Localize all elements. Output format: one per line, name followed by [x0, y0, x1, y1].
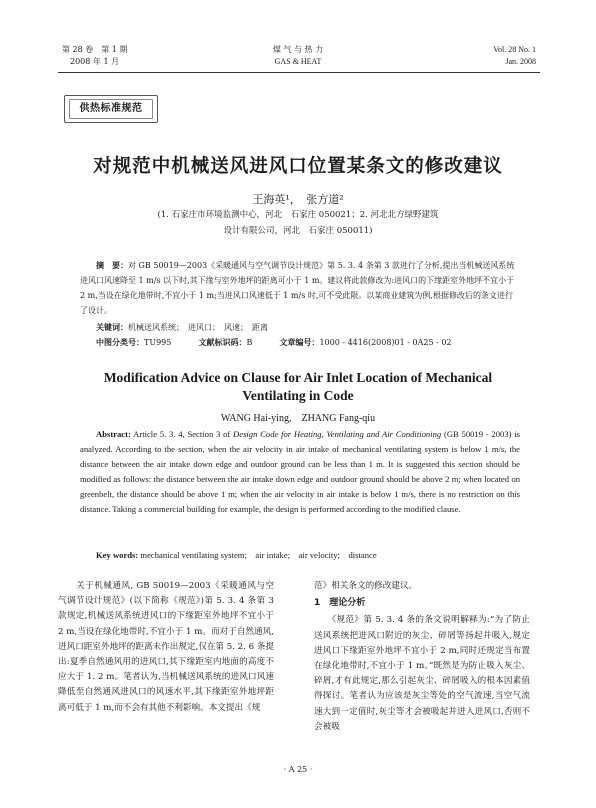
abstract-en-text-pre: Article 5. 3. 4, Section 3 of	[130, 429, 234, 439]
category-label: 供热标准规范	[69, 99, 153, 119]
keywords-en-text: mechanical ventilating system; air intake; air velocity; distance	[138, 550, 377, 560]
body-right-column	[314, 579, 530, 735]
clc-label: 中图分类号：	[96, 337, 144, 347]
classification-line	[80, 335, 520, 350]
header-rule	[58, 72, 540, 73]
abstract-en-text-post: (GB 50019 - 2003) is analyzed. According to the section, when the air velocity in air intake of mechanical ventilating system is below 1 m/s, the distance between the air intake down edge and outdoor ground can be less than 1 m. It is suggested this section should be modified as follows: the distance between the air intake down edge and outdoor ground should be above 2 m; when located on greenbelt, the distance should be above 1 m; when the air velocity in air intake is below 1 m/s, there is no restriction on this distance. Taking a commercial building for example, the design is performed according to the modified clause.	[80, 429, 520, 514]
abstract-en-label: Abstract:	[96, 429, 131, 439]
doc-code-label: 文献标识码：	[198, 337, 247, 347]
keywords-en	[80, 548, 520, 563]
abstract-cn-text: 对 GB 50019—2003《采暖通风与空气调节设计规范》第 5. 3. 4 条第 3 款进行了分析,提出当机械送风系统进风口风速降至 1 m/s 以下时,其下缘与室外地坪的距离可小于 1 m。建议将此款修改为:进风口的下缘距室外地坪不宜小于 2 m,当设在绿化地带时,不宜小于 1 m;当进风口风速低于 1 m/s 时,可不受此限。以某商业建筑为例,根据修改后的条文进行了设计。	[80, 261, 515, 315]
keywords-cn-label: 关键词：	[96, 322, 128, 332]
abstract-cn-label: 摘 要：	[96, 260, 128, 270]
article-number-label: 文章编号：	[279, 337, 320, 347]
keywords-cn	[80, 320, 520, 335]
journal-name-cn: 煤 气 与 热 力	[272, 45, 324, 54]
doc-code-value: B	[246, 338, 253, 347]
keywords-en-label: Key words:	[96, 550, 139, 560]
affiliation-line-1: (1. 石家庄市环境监测中心，河北 石家庄 050021；2. 河北北方绿野建筑	[157, 210, 439, 220]
title-en-line-2: Ventilating in Code	[242, 388, 354, 403]
volume-issue: 第 28 卷 第 1 期	[62, 45, 128, 54]
volume-issue-en: Vol. 28 No. 1	[493, 45, 536, 54]
body-left-column	[58, 579, 274, 716]
header-right	[493, 44, 536, 68]
title-cn: 对规范中机械送风进风口位置某条文的修改建议	[93, 156, 503, 177]
article-number-value: 1000 - 4416(2008)01 - 0A25 - 02	[319, 338, 452, 347]
authors-en: WANG Hai-ying, ZHANG Fang-qiu	[220, 413, 376, 424]
journal-name-en: GAS & HEAT	[274, 57, 322, 66]
body-paragraph-analysis: 《规范》第 5. 3. 4 条的条文说明解释为:“为了防止送风系统把进风口附近的灰尘、碎屑等扬起并吸入,规定进风口下缘距室外地坪不宜小于 2 m,同时还规定当布置在绿化地带时,不宜小于 1 m。”既然是为防止吸入灰尘、碎屑,才有此规定,那么引起灰尘、碎屑吸入的根本因素值得探讨。笔者认为应该是灰尘等处的空气流速,当空气流速大到一定值时,灰尘等才会被吸起并进入进风口,否则不会被吸	[314, 615, 530, 732]
authors-cn: 王海英¹， 张方道²	[252, 193, 344, 206]
page-number: · A 25 ·	[283, 765, 313, 774]
section-heading-1: 1 理论分析	[314, 598, 366, 609]
issue-date-en: Jan. 2008	[505, 57, 536, 66]
category-label-box	[64, 95, 158, 123]
keywords-cn-text: 机械送风系统； 进风口； 风速； 距离	[128, 323, 268, 332]
clc-value: TU995	[144, 338, 172, 347]
issue-date-cn: 2008 年 1 月	[70, 57, 120, 66]
abstract-cn	[80, 258, 520, 318]
abstract-en	[80, 427, 520, 517]
body-paragraph-intro-end: 范》相关条文的修改建议。	[314, 581, 418, 591]
abstract-en-code-title: Design Code for Heating, Ventilating and Air Conditioning	[233, 429, 442, 439]
body-paragraph-intro: 关于机械通风, GB 50019—2003《采暖通风与空气调节设计规范》(以下简称《规范》)第 5. 3. 4 条第 3 款规定,机械送风系统进风口的下缘距室外地坪不宜小于 2 m,当设在绿化地带时,不宜小于 1 m。而对于自然通风,进风口距室外地坪的距离未作出规定,仅在第 5. 2. 6 条提出:夏季自然通风用的进风口,其下缘距室内地面的高度不应大于 1. 2 m。笔者认为,当机械送风系统的进风口风速降低至自然通风进风口的风速水平,其下缘距室外地坪距离可低于 1 m,而不会有其他不利影响。本文提出《规	[58, 581, 274, 713]
affiliation-line-2: 设计有限公司，河北 石家庄 050011)	[223, 226, 373, 236]
title-en-line-1: Modification Advice on Clause for Air Inlet Location of Mechanical	[103, 370, 493, 385]
